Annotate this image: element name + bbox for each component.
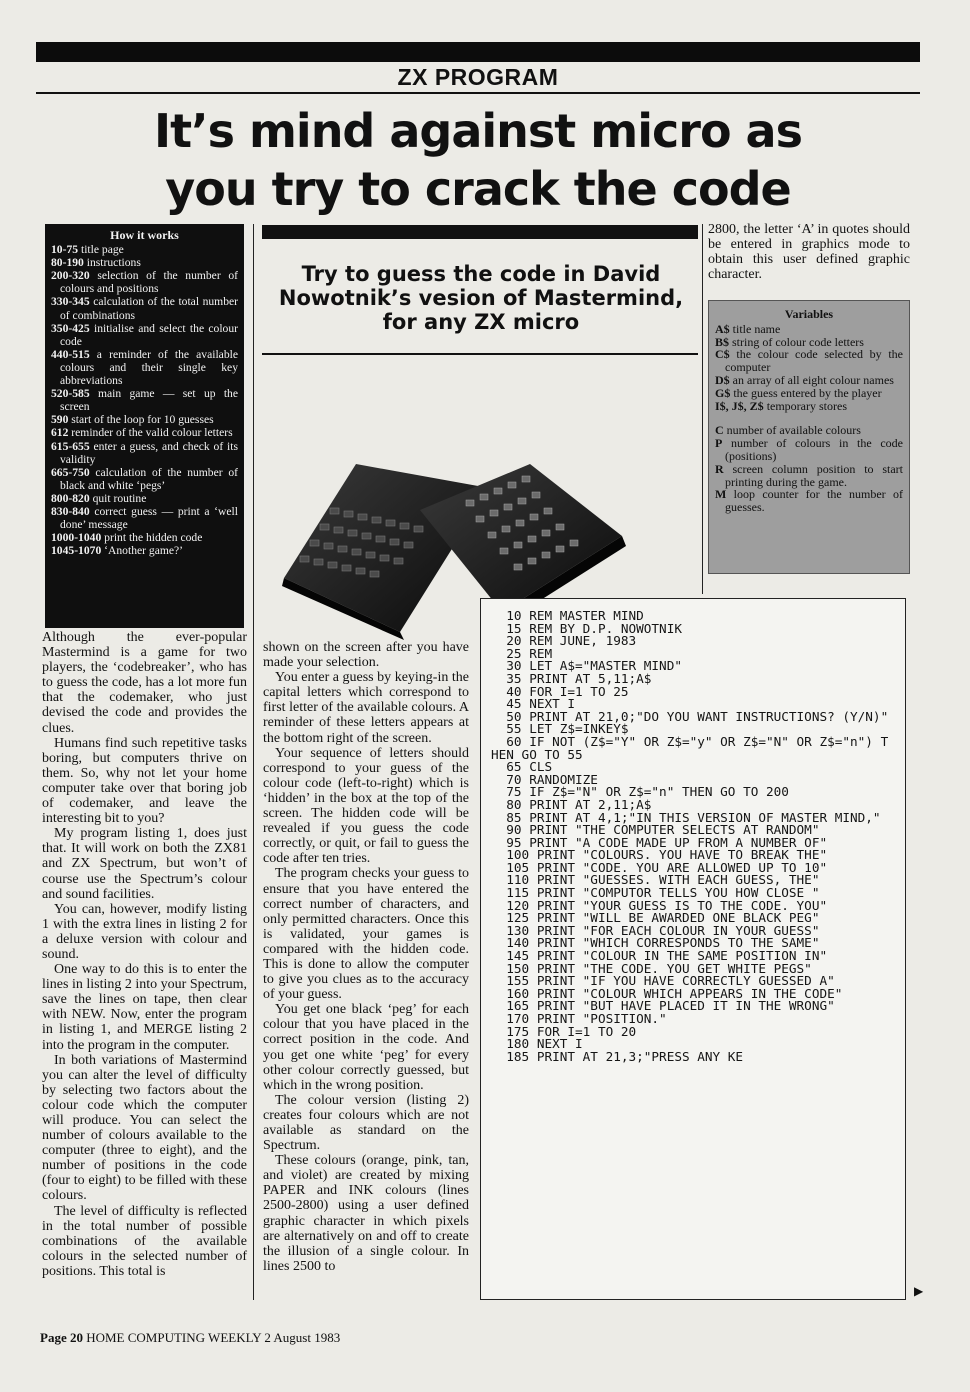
how-it-works-item — [51, 269, 238, 295]
listing-line: 160 PRINT "COLOUR WHICH APPEARS IN THE CODE" — [491, 985, 843, 1001]
listing-line: 100 PRINT "COLOURS. YOU HAVE TO BREAK THE" — [491, 847, 828, 863]
line-description: calculation of the total number of combinations — [60, 295, 238, 322]
variable-description: number of colours in the code (positions) — [725, 436, 903, 463]
variable-description: temporary stores — [766, 398, 847, 413]
line-range: 615-655 — [51, 439, 90, 453]
how-it-works-item — [51, 295, 238, 321]
line-range: 800-820 — [51, 491, 90, 505]
variable-name: C — [715, 423, 724, 438]
line-range: 10-75 — [51, 243, 79, 257]
string-variables-list — [715, 323, 903, 413]
page-footer — [40, 1330, 340, 1346]
body-paragraph: You can, however, modify listing 1 with the extra lines in listing 2 for a deluxe version with colour and sound. — [42, 901, 247, 962]
variable-item — [715, 437, 903, 463]
how-it-works-item — [51, 348, 238, 387]
variable-name: C$ — [715, 347, 730, 362]
listing-line: 125 PRINT "WILL BE AWARDED ONE BLACK PEG" — [491, 910, 820, 926]
how-it-works-item — [51, 544, 238, 557]
line-description: ‘Another game?’ — [104, 544, 184, 558]
numeric-variables-list — [715, 424, 903, 514]
listing-line: 60 IF NOT (Z$="Y" OR Z$="y" OR Z$="N" OR Z$="n") THEN GO TO 55 — [491, 733, 889, 762]
body-paragraph: The level of difficulty is reflected in the total number of possible combinations of the available colours in the selected number of positions. This total is — [42, 1203, 247, 1279]
listing-line: 180 NEXT I — [491, 1036, 583, 1052]
listing-line: 80 PRINT AT 2,11;A$ — [491, 796, 652, 812]
variable-item — [715, 488, 903, 514]
listing-line: 20 REM JUNE, 1983 — [491, 633, 637, 649]
line-range: 1000-1040 — [51, 531, 102, 545]
line-description: enter a guess, and check of its validity — [60, 439, 238, 466]
line-description: reminder of the valid colour letters — [71, 426, 233, 440]
top-bar — [36, 42, 920, 62]
column-rule-1 — [253, 224, 254, 1300]
variable-item — [715, 400, 903, 413]
body-column-1 — [42, 630, 247, 1302]
body-paragraph: In both variations of Mastermind you can alter the level of difficulty by selecting two factors about the colour code which the computer will produce. You can select the number of colours available to the computer (three to eight), and the number of positions in the code (four to eight) to be filled with these colours. — [42, 1052, 247, 1204]
variable-name: P — [715, 436, 723, 451]
column-rule-2 — [702, 224, 703, 594]
line-range: 200-320 — [51, 269, 90, 283]
listing-line: 15 REM BY D.P. NOWOTNIK — [491, 620, 682, 636]
variable-name: R — [715, 461, 724, 476]
line-range: 350-425 — [51, 321, 90, 335]
line-range: 612 — [51, 426, 69, 440]
listing-line: 175 FOR I=1 TO 20 — [491, 1023, 637, 1039]
how-it-works-list — [51, 243, 238, 557]
how-it-works-item — [51, 413, 238, 426]
line-range: 1045-1070 — [51, 544, 102, 558]
listing-line: 45 NEXT I — [491, 696, 576, 712]
listing-line: 110 PRINT "GUESSES. WITH EACH GUESS, THE" — [491, 872, 820, 888]
magazine-page — [36, 42, 924, 1300]
line-description: instructions — [86, 256, 141, 270]
standfirst-bar — [262, 225, 698, 239]
listing-line: 155 PRINT "IF YOU HAVE CORRECTLY GUESSED A" — [491, 973, 835, 989]
line-range: 520-585 — [51, 387, 90, 401]
variable-description: string of colour code letters — [732, 334, 864, 349]
line-range: 80-190 — [51, 256, 84, 270]
body-paragraph: You enter a guess by keying-in the capital letters which correspond to first letter of the available colours. A reminder of these letters appears at the bottom right of the screen. — [263, 670, 469, 746]
line-range: 330-345 — [51, 295, 90, 309]
body-paragraph: The colour version (listing 2) creates four colours which are not available as standard on the Spectrum. — [263, 1092, 469, 1154]
how-it-works-item — [51, 243, 238, 256]
variable-name: I$, J$, Z$ — [715, 398, 764, 413]
listing-line: 120 PRINT "YOUR GUESS IS TO THE CODE. YOU" — [491, 897, 828, 913]
how-it-works-item — [51, 322, 238, 348]
how-it-works-item — [51, 505, 238, 531]
listing-line: 75 IF Z$="N" OR Z$="n" THEN GO TO 200 — [491, 784, 789, 800]
header-rule — [36, 92, 920, 94]
body-column-3 — [708, 222, 910, 282]
how-it-works-item — [51, 466, 238, 492]
body-paragraph: One way to do this is to enter the lines in listing 2 into your Spectrum, save the lines on tape, then clear with NEW. Now, enter the program in listing 1, and MERGE listing 2 into the program in the computer. — [42, 962, 247, 1053]
line-description: start of the loop for 10 guesses — [71, 413, 214, 427]
body-paragraph: My program listing 1, does just that. It will work on both the ZX81 and ZX Spectrum, but won’t of course use the Spectrum’s colour and sound facilities. — [42, 826, 247, 902]
variable-description: title name — [732, 321, 781, 336]
variable-name: A$ — [715, 321, 730, 336]
variable-item — [715, 463, 903, 489]
listing-line: 65 CLS — [491, 759, 553, 775]
line-range: 830-840 — [51, 504, 90, 518]
line-description: initialise and select the colour code — [60, 321, 239, 348]
listing-line: 185 PRINT AT 21,3;"PRESS ANY KE — [491, 1048, 744, 1064]
line-description: a reminder of the available colours and their single key abbreviations — [60, 347, 238, 388]
variable-description: screen column position to start printing during the game. — [725, 461, 904, 489]
listing-line: 25 REM — [491, 645, 553, 661]
variable-description: an array of all eight colour names — [732, 372, 894, 387]
column-3-paragraph: 2800, the letter ‘A’ in quotes should be entered in graphics mode to obtain this user defined graphic character. — [708, 222, 910, 283]
how-it-works-box — [45, 224, 244, 628]
variable-description: loop counter for the number of guesses. — [725, 487, 903, 515]
listing-line: 50 PRINT AT 21,0;"DO YOU WANT INSTRUCTIONS? (Y/N)" — [491, 708, 889, 724]
section-label: ZX PROGRAM — [397, 64, 559, 90]
listing-line: 145 PRINT "COLOUR IN THE SAME POSITION IN" — [491, 948, 828, 964]
listing-line: 35 PRINT AT 5,11;A$ — [491, 670, 652, 686]
standfirst: Try to guess the code in David Nowotnik’s vesion of Mastermind, for any ZX micro — [278, 262, 684, 334]
standfirst-rule — [262, 353, 698, 355]
listing-line: 85 PRINT AT 4,1;"IN THIS VERSION OF MASTER MIND," — [491, 809, 881, 825]
line-range: 440-515 — [51, 347, 90, 361]
how-it-works-item — [51, 440, 238, 466]
listing-line: 10 REM MASTER MIND — [491, 608, 644, 623]
line-description: title page — [80, 243, 124, 257]
body-paragraph: You get one black ‘peg’ for each colour that you have placed in the correct position in the code. And you get one white ‘peg’ for every other colour correctly guessed, but which in the wrong position. — [263, 1002, 469, 1093]
continued-arrow-icon: ▶ — [914, 1284, 924, 1298]
listing-line: 70 RANDOMIZE — [491, 771, 598, 787]
listing-line: 140 PRINT "WHICH CORRESPONDS TO THE SAME" — [491, 935, 820, 951]
listing-line: 115 PRINT "COMPUTOR TELLS YOU HOW CLOSE " — [491, 885, 820, 901]
how-it-works-item — [51, 256, 238, 269]
listing-line: 95 PRINT "A CODE MADE UP FROM A NUMBER OF" — [491, 834, 828, 850]
body-paragraph: shown on the screen after you have made your selection. — [263, 640, 469, 671]
listing-line: 30 LET A$="MASTER MIND" — [491, 658, 682, 674]
zx81-keyboard — [282, 464, 478, 640]
variable-description: the guess entered by the player — [733, 385, 882, 400]
page-number: Page 20 — [40, 1330, 83, 1345]
headline-line-2: you try to crack the code — [165, 162, 791, 216]
variables-box — [708, 300, 910, 574]
publication-line: HOME COMPUTING WEEKLY 2 August 1983 — [86, 1330, 341, 1345]
program-listing — [480, 598, 906, 1300]
line-description: correct guess — print a ‘well done’ message — [60, 504, 238, 532]
how-it-works-item — [51, 426, 238, 439]
listing-line: 105 PRINT "CODE. YOU ARE ALLOWED UP TO 10" — [491, 859, 828, 875]
variable-item — [715, 348, 903, 374]
headline — [36, 102, 920, 218]
headline-line-1: It’s mind against micro as — [154, 104, 802, 158]
variable-name: M — [715, 487, 727, 502]
body-paragraph: Although the ever-popular Mastermind is a game for two players, the ‘codebreaker’, who has to guess the code, has a lot more fun that the codemaker, who just devised the code and provides the clues. — [42, 630, 247, 736]
variable-name: G$ — [715, 385, 731, 400]
body-paragraph: Your sequence of letters should correspond to your guess of the colour code (left-to-right) which is ‘hidden’ in the box at the top of the screen. The hidden code will be revealed if you guess the code correctly, or quit, or fail to guess the code after ten tries. — [263, 745, 469, 867]
line-description: quit routine — [92, 491, 147, 505]
body-paragraph: The program checks your guess to ensure that you have entered the correct number of characters, and only permitted characters. Once this is validated, your games is compared with the hidden code. This is done to allow the computer to give you clues as to the accuracy of your guess. — [263, 866, 469, 1003]
listing-line: 150 PRINT "THE CODE. YOU GET WHITE PEGS" — [491, 960, 812, 976]
body-paragraph: These colours (orange, pink, tan, and violet) are created by mixing PAPER and INK colours (lines 2500-2800) using a user defined graphic character in which pixels are alternatively on and off to create the illusion of a single colour. In lines 2500 to — [263, 1153, 469, 1274]
listing-line: 130 PRINT "FOR EACH COLOUR IN YOUR GUESS" — [491, 922, 820, 938]
line-description: calculation of the number of black and white ‘pegs’ — [60, 465, 238, 492]
line-range: 665-750 — [51, 465, 90, 479]
variable-description: the colour code selected by the computer — [725, 347, 904, 375]
variable-description: number of available colours — [726, 423, 861, 438]
variable-name: B$ — [715, 334, 730, 349]
how-it-works-item — [51, 492, 238, 505]
listing-line: 170 PRINT "POSITION." — [491, 1011, 667, 1026]
listing-line: 40 FOR I=1 TO 25 — [491, 683, 629, 699]
line-description: print the hidden code — [104, 531, 203, 545]
line-description: selection of the number of colours and positions — [60, 269, 238, 296]
listing-line: 90 PRINT "THE COMPUTER SELECTS AT RANDOM" — [491, 822, 820, 838]
variables-title: Variables — [784, 307, 834, 321]
body-paragraph: Humans find such repetitive tasks boring, but computers thrive on them. So, why not let your home computer take over that boring job of codemaker, and leave the interesting bit to you? — [42, 735, 247, 827]
listing-line: 55 LET Z$=INKEY$ — [491, 721, 629, 737]
variable-name: D$ — [715, 372, 730, 387]
listing-line: 165 PRINT "BUT HAVE PLACED IT IN THE WRONG" — [491, 998, 835, 1014]
line-range: 590 — [51, 413, 69, 427]
how-it-works-item — [51, 387, 238, 413]
how-it-works-title: How it works — [110, 228, 179, 242]
body-column-2 — [263, 640, 469, 1300]
how-it-works-item — [51, 531, 238, 544]
line-description: main game — set up the screen — [60, 387, 238, 414]
